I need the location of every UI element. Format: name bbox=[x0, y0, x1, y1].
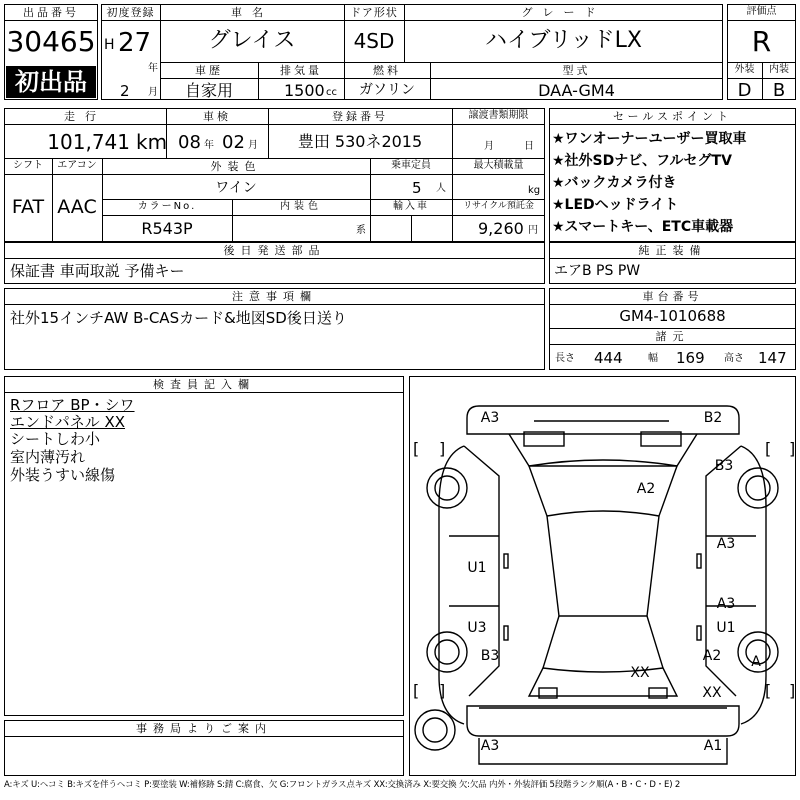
fuel-label: 燃料 bbox=[373, 64, 401, 77]
svg-text:[: [ bbox=[413, 681, 420, 700]
color-no: R543P bbox=[141, 219, 193, 238]
int-label: 内装 bbox=[769, 64, 789, 75]
score-value: R bbox=[751, 25, 772, 58]
notes-value: 社外15インチAW B-CASカード&地図SD後日送り bbox=[10, 309, 347, 327]
width-label: 幅 bbox=[648, 353, 658, 364]
ac-label: エアコン bbox=[57, 160, 97, 171]
sales-point: ★スマートキー、ETC車載器 bbox=[552, 219, 734, 235]
seats-label: 乗車定員 bbox=[391, 160, 431, 171]
damage-mark: A bbox=[751, 654, 761, 670]
wheel-front-right bbox=[738, 468, 778, 508]
door-type: 4SD bbox=[353, 29, 395, 53]
recycle-fee: 9,260 bbox=[478, 219, 524, 238]
int-color-unit: 系 bbox=[356, 225, 366, 236]
equip-label: 純正装備 bbox=[638, 244, 707, 257]
disp-unit: cc bbox=[326, 87, 337, 98]
ext-color-label: 外装色 bbox=[210, 160, 262, 173]
plate-number: 豊田 530ネ2015 bbox=[297, 132, 423, 151]
damage-mark: U1 bbox=[716, 620, 736, 636]
svg-text:[: [ bbox=[765, 681, 772, 700]
inspector-line: エンドパネル XX bbox=[10, 413, 126, 431]
chassis-label: 車台番号 bbox=[642, 290, 703, 303]
width: 169 bbox=[676, 349, 705, 367]
month-unit: 月 bbox=[148, 87, 158, 98]
recycle-unit: 円 bbox=[528, 225, 538, 236]
door-label: ドア形状 bbox=[350, 6, 398, 19]
wheel-rear-left bbox=[427, 632, 467, 672]
inspector-line: 外装うすい線傷 bbox=[10, 466, 116, 484]
damage-mark: U1 bbox=[467, 560, 487, 576]
damage-mark: XX bbox=[702, 685, 722, 701]
transfer-label: 譲渡書類期限 bbox=[468, 110, 529, 121]
displacement: 1500 bbox=[284, 81, 325, 100]
inspector-label: 検査員記入欄 bbox=[153, 378, 255, 391]
fuel: ガソリン bbox=[359, 82, 415, 98]
ext-color: ワイン bbox=[215, 180, 257, 196]
damage-mark: A1 bbox=[703, 738, 723, 754]
inspect-year-unit: 年 bbox=[204, 140, 214, 151]
damage-mark: A3 bbox=[480, 738, 500, 754]
first-listing-badge: 初出品 bbox=[6, 66, 96, 98]
svg-text:[: [ bbox=[413, 439, 420, 458]
ac: AAC bbox=[57, 196, 97, 218]
sales-point: ★ワンオーナーユーザー買取車 bbox=[552, 131, 747, 147]
later-parts-label: 後日発送部品 bbox=[223, 244, 326, 257]
car-name: グレイス bbox=[208, 28, 296, 53]
hood bbox=[509, 434, 697, 466]
chassis-number: GM4-1010688 bbox=[619, 307, 726, 325]
shift: FAT bbox=[11, 196, 45, 218]
inspector-line: 室内薄汚れ bbox=[10, 448, 86, 466]
inspect-year: 08 bbox=[178, 132, 201, 153]
damage-mark: A3 bbox=[716, 536, 736, 552]
transfer-day: 日 bbox=[524, 141, 534, 152]
transfer-month: 月 bbox=[484, 141, 494, 152]
front-bumper bbox=[467, 406, 739, 434]
mileage-unit: km bbox=[136, 130, 168, 154]
damage-mark: A3 bbox=[480, 410, 500, 426]
length-label: 長さ bbox=[555, 353, 575, 364]
ext-label: 外装 bbox=[734, 64, 755, 75]
load-label: 最大積載量 bbox=[473, 160, 524, 171]
office-label: 事務局よりご案内 bbox=[136, 722, 272, 735]
later-parts: 保証書 車両取説 予備キー bbox=[10, 262, 185, 280]
mileage-label: 走行 bbox=[64, 110, 106, 123]
sales-point: ★バックカメラ付き bbox=[552, 175, 677, 191]
height: 147 bbox=[758, 349, 787, 367]
year-unit: 年 bbox=[148, 63, 158, 74]
svg-text:[: [ bbox=[765, 439, 772, 458]
damage-mark: XX bbox=[630, 665, 650, 681]
damage-mark: B2 bbox=[703, 410, 723, 426]
damage-mark: A3 bbox=[716, 596, 736, 612]
damage-mark: B3 bbox=[480, 648, 500, 664]
inspector-line: Rフロア BP・シワ bbox=[10, 396, 135, 414]
roof bbox=[547, 516, 659, 616]
legend: A:キズ U:ヘコミ B:キズを伴うヘコミ P:要塗装 W:補修跡 S:錆 C:腐食、欠 G:フロントガラス点キズ XX:交換済み X:要交換 欠:欠品 内外・外装評価 5段階ランク順(A・B・C・D・E) 2 bbox=[4, 780, 681, 790]
inspect-month-unit: 月 bbox=[248, 140, 258, 151]
height-label: 高さ bbox=[724, 353, 744, 364]
svg-text:]: ] bbox=[439, 439, 446, 458]
damage-mark: B3 bbox=[714, 458, 734, 474]
sales-point: ★LEDヘッドライト bbox=[552, 197, 679, 213]
score-label: 評価点 bbox=[746, 6, 777, 17]
rear-window bbox=[543, 616, 663, 672]
wheel-front-left bbox=[427, 468, 467, 508]
damage-mark: A2 bbox=[636, 481, 656, 497]
ext-grade: D bbox=[737, 80, 752, 101]
length: 444 bbox=[594, 349, 623, 367]
spare-tire bbox=[415, 710, 455, 750]
inspector-line: シートしわ小 bbox=[10, 430, 101, 448]
inspect-label: 車検 bbox=[203, 110, 231, 123]
mileage: 101,741 bbox=[47, 130, 130, 154]
history-label: 車歴 bbox=[195, 64, 223, 77]
shift-label: シフト bbox=[13, 160, 43, 171]
recycle-label: リサイクル預託金 bbox=[463, 201, 534, 211]
spec-box bbox=[4, 108, 545, 242]
plate-label: 登録番号 bbox=[332, 110, 388, 123]
sales-point: ★社外SDナビ、フルセグTV bbox=[552, 153, 732, 169]
disp-label: 排気量 bbox=[280, 64, 322, 77]
rear-bumper bbox=[467, 706, 739, 736]
int-grade: B bbox=[772, 80, 786, 101]
model-label: 型式 bbox=[562, 64, 591, 77]
car-name-label: 車名 bbox=[231, 6, 273, 19]
lot-number: 30465 bbox=[6, 25, 96, 58]
color-no-label: カラーNo. bbox=[137, 201, 197, 212]
load-unit: kg bbox=[528, 185, 541, 196]
inspect-month: 02 bbox=[222, 132, 245, 153]
seats-unit: 人 bbox=[436, 183, 446, 194]
model-code: DAA-GM4 bbox=[538, 81, 615, 100]
era-code: H bbox=[104, 37, 115, 53]
first-reg-year: 27 bbox=[118, 28, 152, 58]
first-reg-label: 初度登録 bbox=[106, 6, 155, 19]
notes-label: 注意事項欄 bbox=[232, 290, 317, 303]
svg-text:]: ] bbox=[439, 681, 446, 700]
grade: ハイブリッドLX bbox=[485, 28, 642, 53]
import-label: 輸入車 bbox=[393, 201, 429, 212]
dims-label: 諸元 bbox=[655, 330, 690, 343]
equip-value: エアB PS PW bbox=[554, 263, 641, 279]
lot-label: 出品番号 bbox=[23, 6, 79, 19]
history: 自家用 bbox=[184, 81, 233, 100]
damage-mark: U3 bbox=[467, 620, 487, 636]
damage-mark: A2 bbox=[702, 648, 722, 664]
car-diagram bbox=[409, 376, 796, 776]
grade-label: グレード bbox=[521, 6, 606, 19]
first-reg-month: 2 bbox=[120, 82, 130, 100]
right-side bbox=[741, 446, 766, 724]
int-color-label: 内装色 bbox=[280, 201, 322, 212]
svg-text:]: ] bbox=[789, 439, 796, 458]
sales-label: セールスポイント bbox=[612, 110, 732, 123]
svg-text:]: ] bbox=[789, 681, 796, 700]
seats: 5 bbox=[412, 179, 422, 197]
